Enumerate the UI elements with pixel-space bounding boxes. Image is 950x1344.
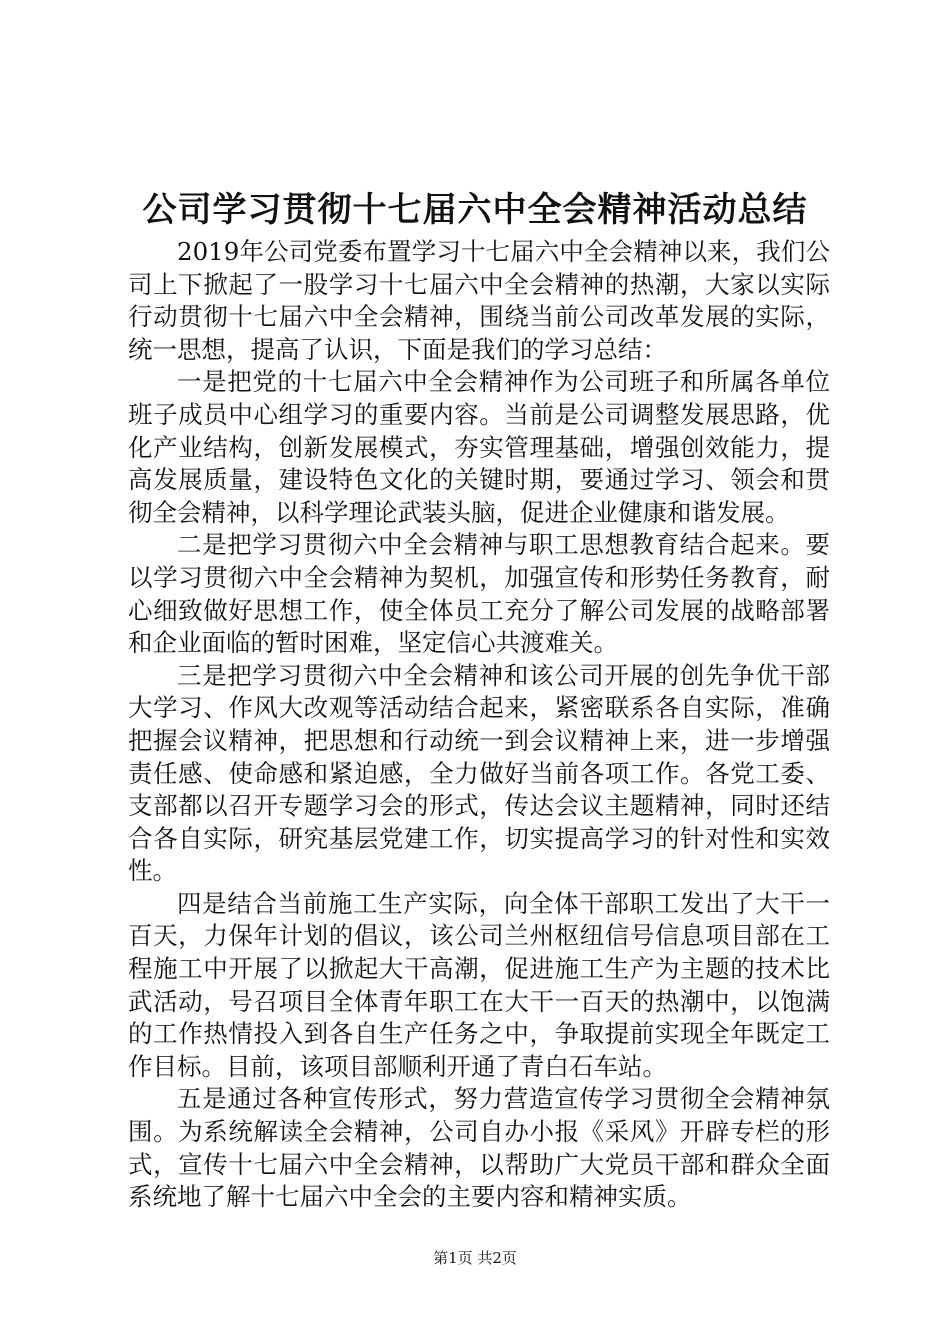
document-body	[128, 236, 830, 1214]
paragraph-intro: 2019年公司党委布置学习十七届六中全会精神以来，我们公司上下掀起了一股学习十七届六中全会精神的热潮，大家以实际行动贯彻十七届六中全会精神，围绕当前公司改革发展的实际，统一思想，提高了认识，下面是我们的学习总结：	[128, 237, 830, 364]
page-number-footer: 第1页 共2页	[433, 1249, 517, 1267]
paragraph-point-5: 五是通过各种宣传形式，努力营造宣传学习贯彻全会精神氛围。为系统解读全会精神，公司自办小报《采风》开辟专栏的形式，宣传十七届六中全会精神，以帮助广大党员干部和群众全面系统地了解十七届六中全会的主要内容和精神实质。	[128, 1084, 830, 1212]
paragraph-point-1: 一是把党的十七届六中全会精神作为公司班子和所属各单位班子成员中心组学习的重要内容。当前是公司调整发展思路，优化产业结构，创新发展模式，夯实管理基础，增强创效能力，提高发展质量，建设特色文化的关键时期，要通过学习、领会和贯彻全会精神，以科学理论武装头脑，促进企业健康和谐发展。	[128, 367, 830, 527]
paragraph-point-2: 二是把学习贯彻六中全会精神与职工思想教育结合起来。要以学习贯彻六中全会精神为契机，加强宣传和形势任务教育，耐心细致做好思想工作，使全体员工充分了解公司发展的战略部署和企业面临的暂时困难，坚定信心共渡难关。	[128, 530, 830, 658]
paragraph-point-3: 三是把学习贯彻六中全会精神和该公司开展的创先争优干部大学习、作风大改观等活动结合起来，紧密联系各自实际，准确把握会议精神，把思想和行动统一到会议精神上来，进一步增强责任感、使命感和紧迫感，全力做好当前各项工作。各党工委、支部都以召开专题学习会的形式，传达会议主题精神，同时还结合各自实际，研究基层党建工作，切实提高学习的针对性和实效性。	[128, 660, 830, 886]
paragraph-point-4: 四是结合当前施工生产实际，向全体干部职工发出了大干一百天，力保年计划的倡议，该公司兰州枢纽信号信息项目部在工程施工中开展了以掀起大干高潮，促进施工生产为主题的技术比武活动，号召项目全体青年职工在大干一百天的热潮中，以饱满的工作热情投入到各自生产任务之中，争取提前实现全年既定工作目标。目前，该项目部顺利开通了青白石车站。	[128, 888, 830, 1081]
document-title: 公司学习贯彻十七届六中全会精神活动总结	[142, 190, 808, 230]
